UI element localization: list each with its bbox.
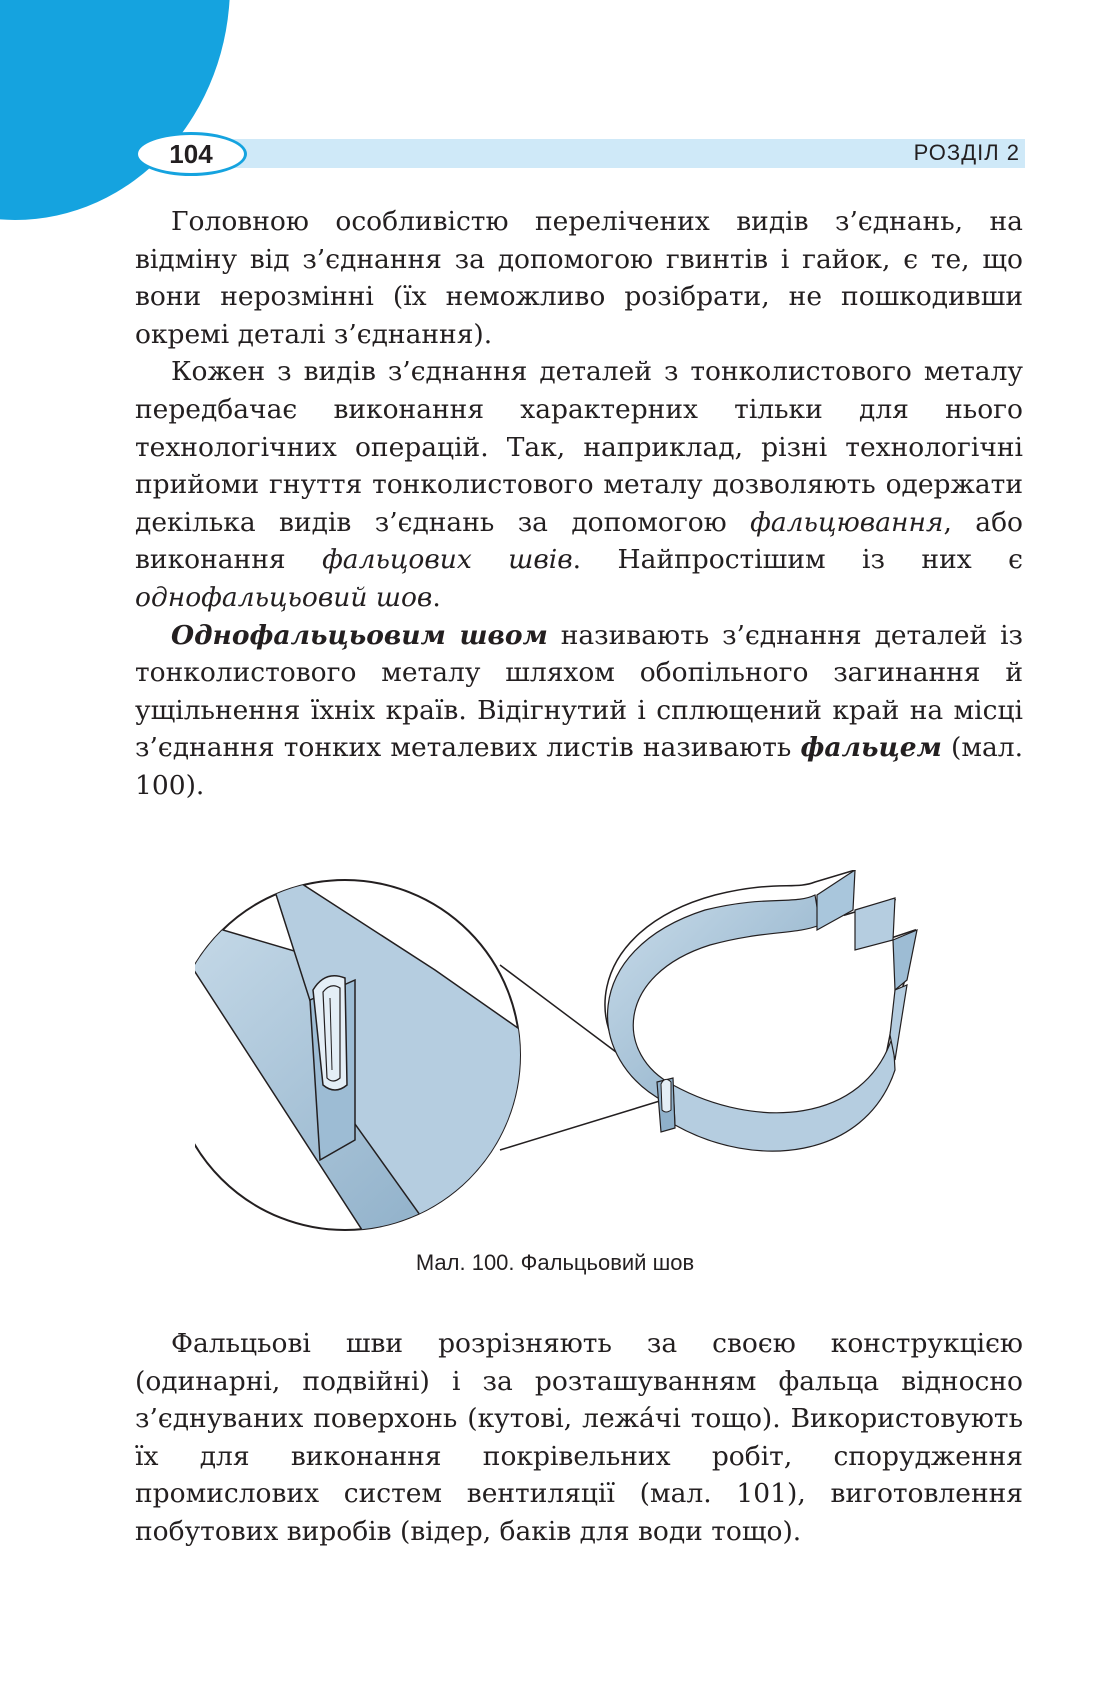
paragraph-2: Кожен з видів з’єднання деталей з тонколистового металу передбачає виконання характерних тільки для нього технологічних операцій. Так, наприклад, різні технологічні прийоми гнуття тонколистового металу дозволяють одержати декілька видів з’єднань за допомогою фальцювання, або виконання фальцових швів. Найпростішим із них є однофальцьовий шов. <box>135 356 1023 613</box>
paragraph-3: Однофальцьовим швом називають з’єднання деталей із тонколистового металу шляхом обопільного загинання й ущільнення їхніх країв. Відігнутий і сплющений край на місці з’єднання тонких металевих листів називають фальцем (мал. 100). <box>135 619 1024 801</box>
section-label: РОЗДІЛ 2 <box>913 140 1020 165</box>
body-text-top <box>135 203 1023 805</box>
term-falzing: фальцювання <box>750 506 944 538</box>
definition-term-falz: фальцем <box>800 732 942 764</box>
figure-caption: Мал. 100. Фальцьовий шов <box>415 1250 695 1275</box>
term-falz-seams: фальцових швів <box>322 544 573 576</box>
term-single-seam: однофальцьовий шов <box>135 581 433 613</box>
body-text-bottom <box>135 1325 1023 1551</box>
corner-decoration <box>0 0 230 220</box>
definition-term: Однофальцьовим швом <box>171 619 548 651</box>
falz-seam-illustration <box>195 870 995 1240</box>
header-band <box>155 139 1025 168</box>
paragraph-4: Фальцьові шви розрізняють за своєю конструкцією (одинарні, подвійні) і за розташуванням фальца відносно з’єднуваних поверхонь (кутові, лежа́чі тощо). Використовують їх для виконання покрівельних робіт, спорудження промислових систем вентиляції (мал. 101), виготовлення побутових виробів (відер, баків для води тощо). <box>135 1328 1023 1547</box>
paragraph-1: Головною особливістю перелічених видів з’єднань, на відміну від з’єднання за допомогою гвинтів і гайок, є те, що вони нерозмінні (їх неможливо розібрати, не пошкодивши окремі деталі з’єднання). <box>135 206 1023 350</box>
page-number: 104 <box>135 132 247 176</box>
